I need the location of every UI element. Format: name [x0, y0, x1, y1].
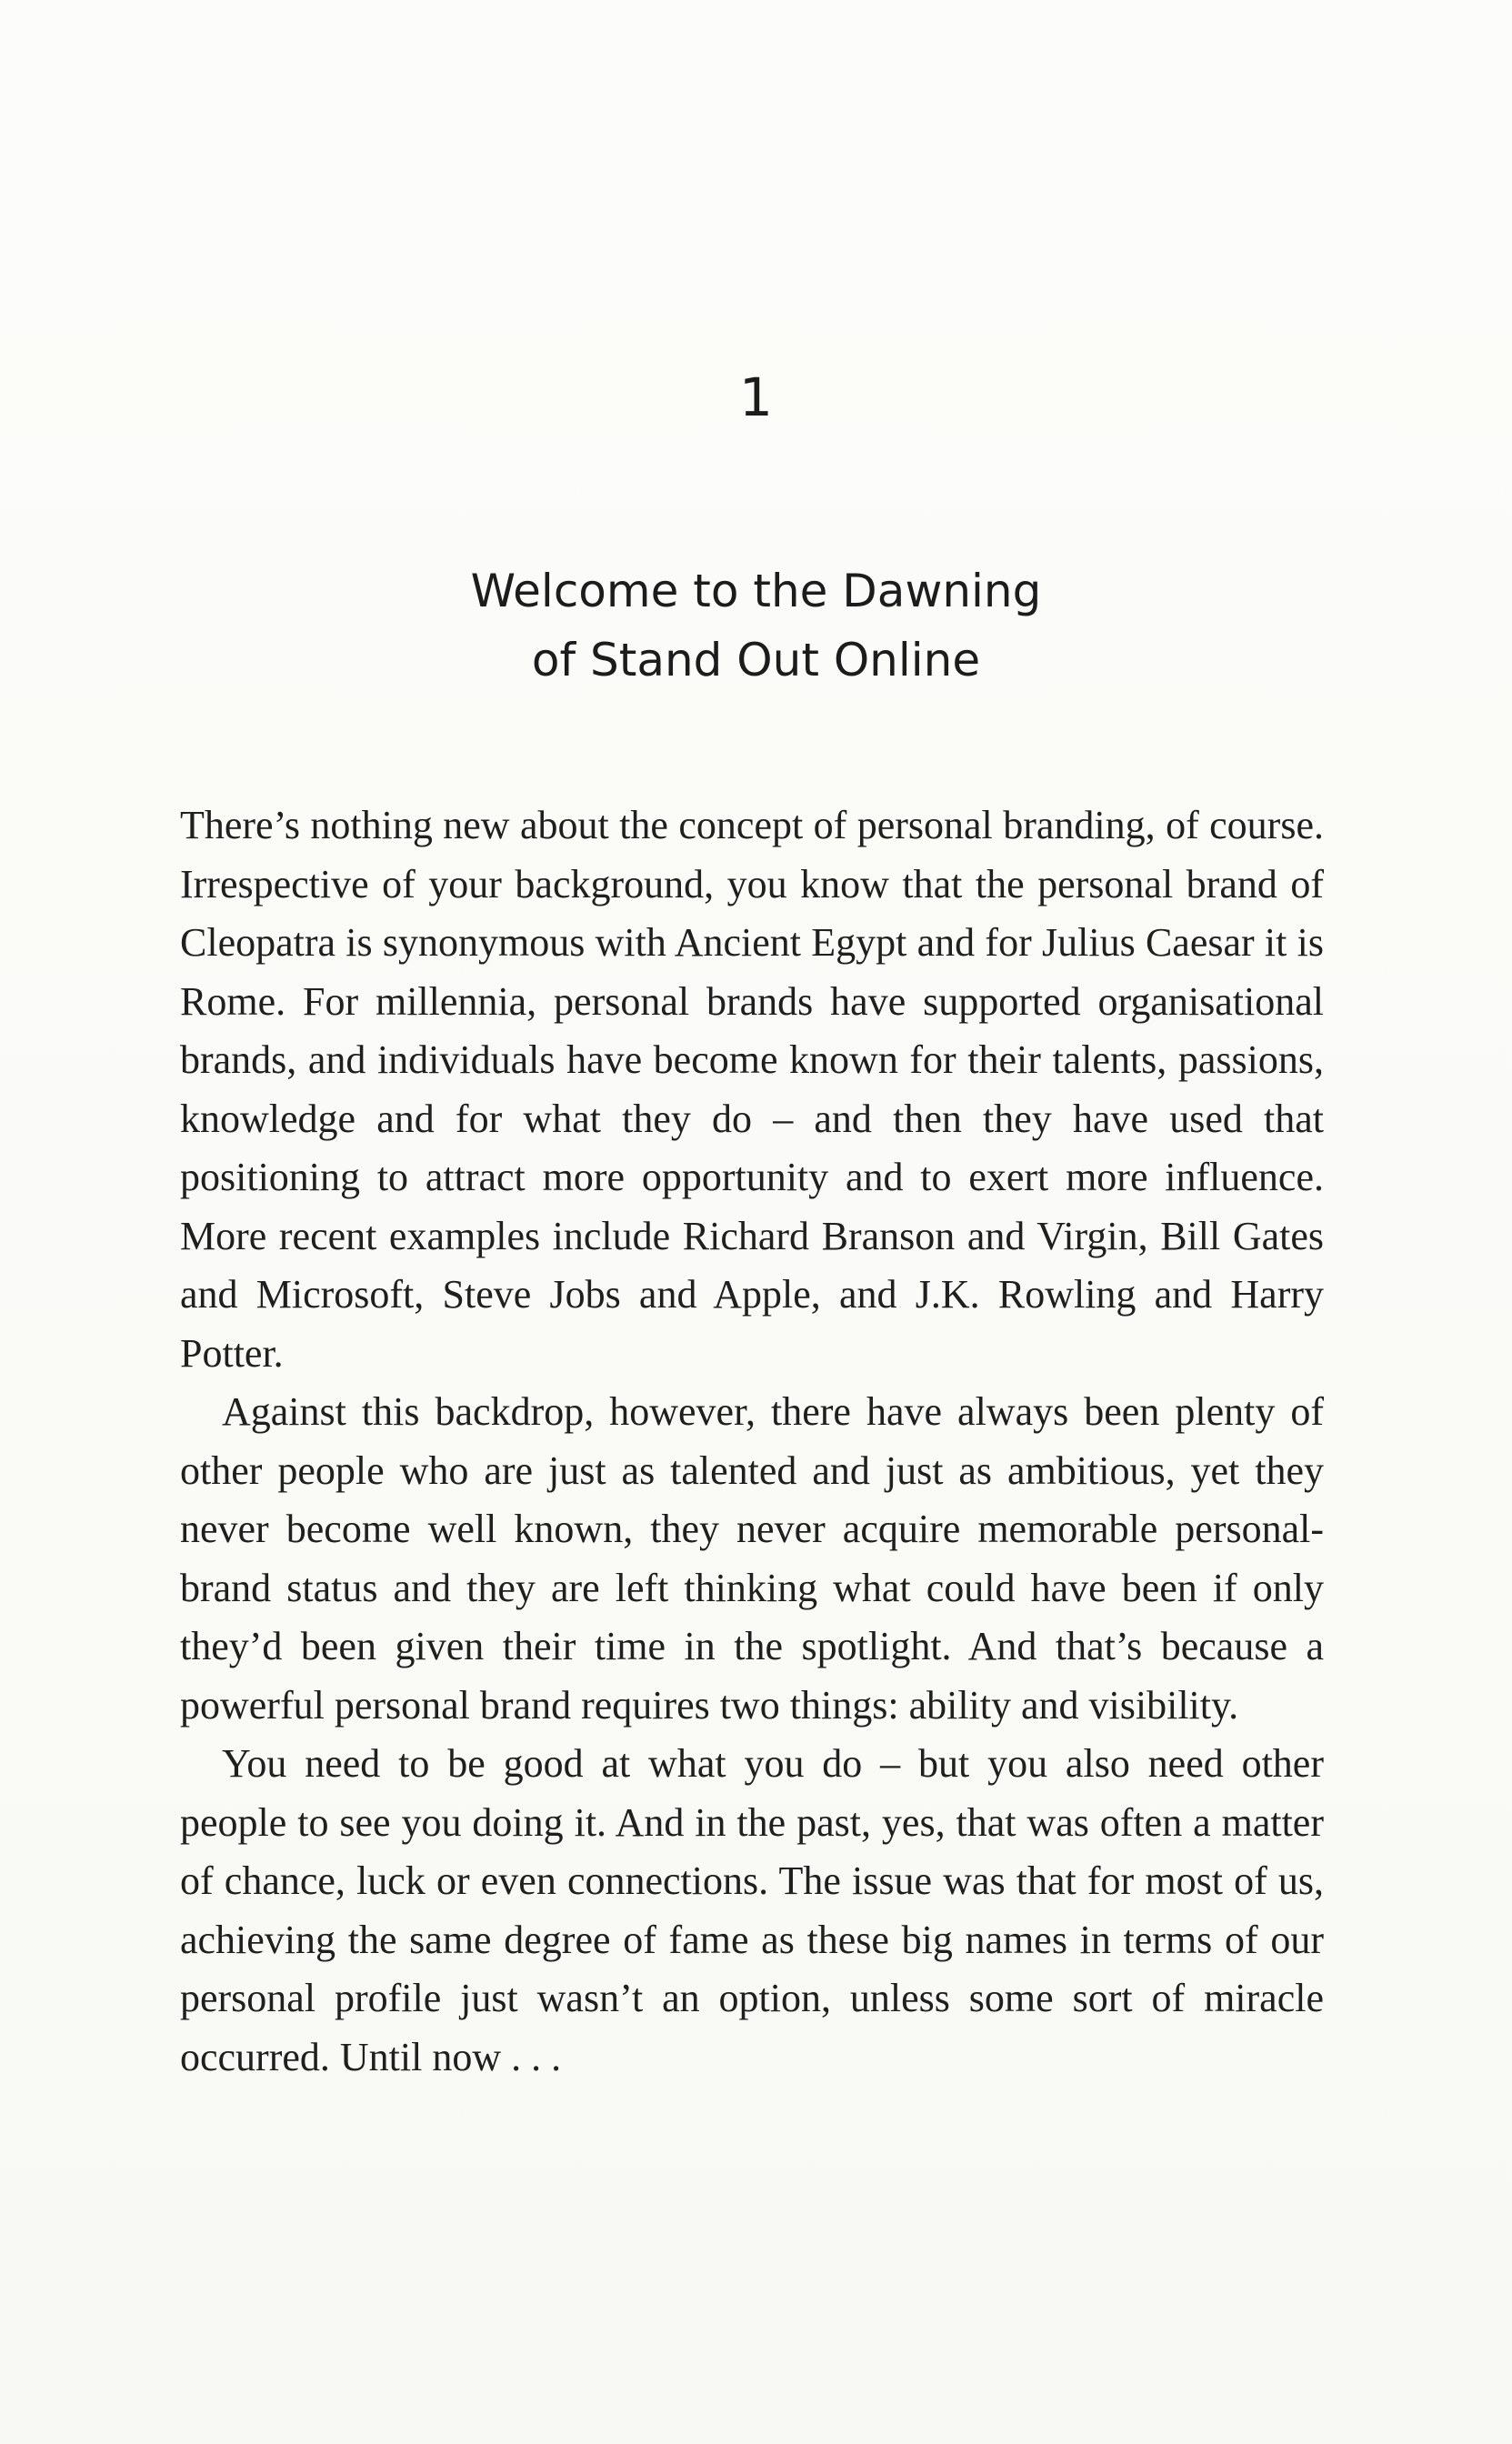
paragraph-1: There’s nothing new about the concept of personal branding, of course. Irrespective of your background, you know that the personal brand of Cleopatra is synonymous with Ancient Egypt and for Julius Caesar it is Rome. For millennia, personal brands have supported organisational brands, and individuals have become known for their talents, passions, knowledge and for what they do – and then they have used that positioning to attract more opportunity and to exert more influence. More recent examples include Richard Branson and Virgin, Bill Gates and Microsoft, Steve Jobs and Apple, and J.K. Rowling and Harry Potter.: [180, 803, 1324, 1376]
chapter-number: 1: [739, 366, 773, 428]
chapter-title-line-1: Welcome to the Dawning: [470, 565, 1042, 617]
chapter-body: [180, 796, 1324, 2087]
paragraph-3: You need to be good at what you do – but you also need other people to see you doing it. And in the past, yes, that was often a matter of chance, luck or even connections. The issue was that for most of us, achieving the same degree of fame as these big names in terms of our personal profile just wasn’t an option, unless some sort of miracle occurred. Until now . . .: [180, 1741, 1324, 2079]
chapter-title: [0, 556, 1512, 695]
paragraph-2: Against this backdrop, however, there have always been plenty of other people who are just as talented and just as ambitious, yet they never become well known, they never acquire memorable personal-brand status and they are left thinking what could have been if only they’d been given their time in the spotlight. And that’s because a powerful personal brand requires two things: ability and visibility.: [180, 1389, 1324, 1728]
chapter-title-line-2: of Stand Out Online: [531, 634, 981, 686]
